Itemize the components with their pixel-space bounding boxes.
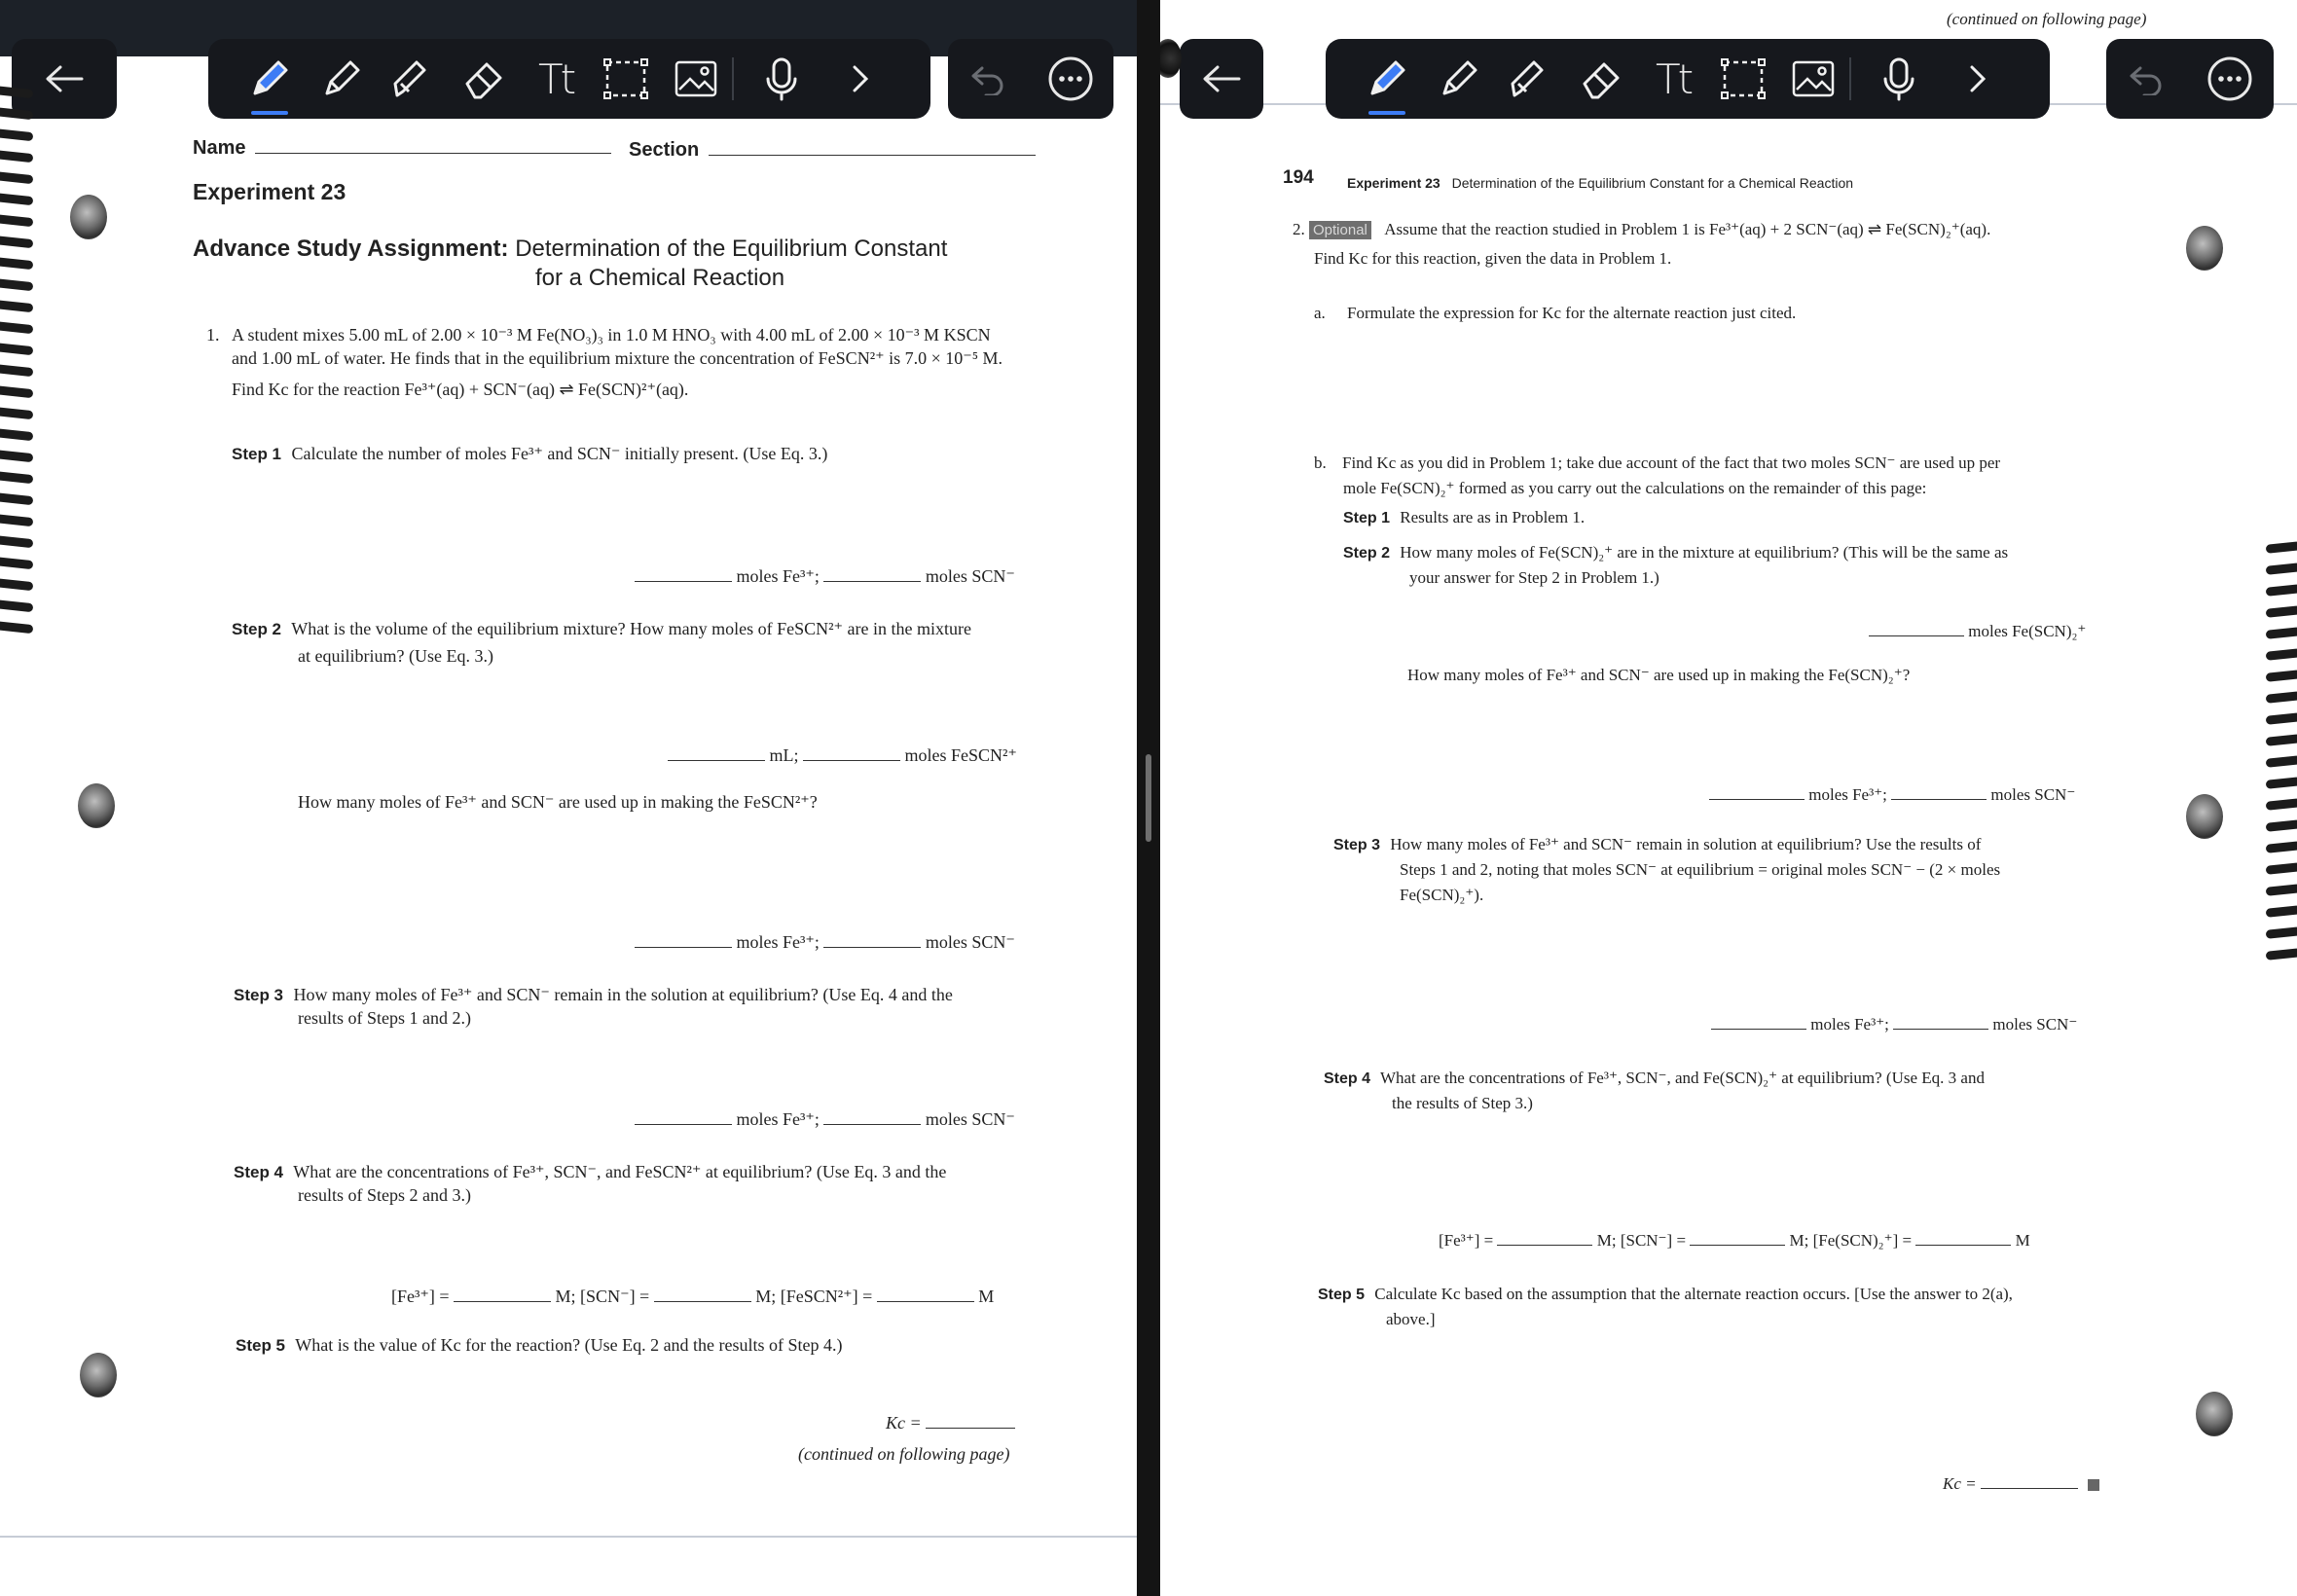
answer-blank[interactable]	[454, 1285, 551, 1302]
problem2-text-line1: Assume that the reaction studied in Problem 1 is Fe³⁺(aq) + 2 SCN⁻(aq) ⇌ Fe(SCN)₂⁺(aq).	[1384, 220, 1991, 238]
continued-note: (continued on following page)	[798, 1444, 1010, 1464]
unit-label: moles SCN⁻	[925, 932, 1015, 952]
answer-blank[interactable]	[877, 1285, 974, 1302]
unit-label: moles SCN⁻	[1992, 1015, 2078, 1034]
problem-number: 2.	[1293, 220, 1305, 238]
unit-label: moles FeSCN²⁺	[904, 745, 1017, 765]
step2-question: How many moles of Fe³⁺ and SCN⁻ are used up in making the Fe(SCN)₂⁺?	[1407, 666, 1911, 684]
step2-text: How many moles of Fe(SCN)₂⁺ are in the mixture at equilibrium? (This will be the same as	[1400, 543, 2009, 562]
unit-label: moles Fe³⁺;	[736, 1109, 820, 1129]
assignment-title-bold: Advance Study Assignment:	[193, 236, 509, 262]
step5-text: Calculate Kc based on the assumption that the alternate reaction occurs. [Use the answer to 2(a),	[1374, 1285, 2013, 1303]
section-field[interactable]	[709, 138, 1036, 156]
unit-label: mL;	[769, 745, 799, 765]
worksheet-left	[0, 0, 1137, 1596]
problem-number: 1.	[206, 325, 220, 345]
split-handle[interactable]	[1146, 754, 1151, 842]
step4-text-line2: the results of Step 3.)	[1392, 1094, 1533, 1112]
step1-label: Step 1	[232, 445, 282, 463]
step2-label: Step 2	[1343, 545, 1391, 562]
step1-label: Step 1	[1343, 510, 1391, 526]
unit-label: moles SCN⁻	[925, 1109, 1015, 1129]
assignment-title: Determination of the Equilibrium Constant	[515, 236, 948, 262]
answer-blank[interactable]	[1893, 1012, 1988, 1030]
split-view-divider[interactable]	[1137, 0, 1160, 1596]
unit-label: M	[2015, 1231, 2030, 1250]
step4-text-line2: results of Steps 2 and 3.)	[298, 1185, 471, 1205]
kc-answer-blank[interactable]	[926, 1411, 1015, 1429]
end-mark-icon	[2088, 1479, 2099, 1491]
unit-label: M; [SCN⁻] =	[1596, 1231, 1687, 1250]
step5-label: Step 5	[1318, 1287, 1366, 1303]
step3-text: How many moles of Fe³⁺ and SCN⁻ remain in the solution at equilibrium? (Use Eq. 4 and the	[293, 985, 953, 1004]
step4-label: Step 4	[1324, 1070, 1371, 1087]
assignment-title-line2: for a Chemical Reaction	[535, 265, 785, 291]
running-head-experiment: Experiment 23	[1347, 175, 1440, 191]
worksheet-right	[1160, 0, 2297, 1596]
answer-blank[interactable]	[654, 1285, 751, 1302]
part-b-label: b.	[1314, 453, 1327, 472]
name-label: Name	[193, 137, 246, 159]
top-continued-note: (continued on following page)	[1947, 10, 2147, 28]
answer-blank[interactable]	[823, 564, 921, 582]
answer-blank[interactable]	[668, 744, 765, 761]
step2-text-line2: your answer for Step 2 in Problem 1.)	[1409, 568, 1659, 587]
answer-blank[interactable]	[823, 930, 921, 948]
step5-label: Step 5	[236, 1336, 286, 1355]
answer-blank[interactable]	[1891, 782, 1987, 800]
step3-label: Step 3	[234, 986, 284, 1004]
step3-text-line3: Fe(SCN)₂⁺).	[1400, 886, 1484, 904]
part-a-label: a.	[1314, 304, 1326, 322]
text-tool-icon: Tt	[1655, 54, 1692, 103]
text-tool-icon: Tt	[537, 54, 574, 103]
optional-badge: Optional	[1309, 221, 1371, 239]
unit-label: M; [FeSCN²⁺] =	[755, 1287, 873, 1306]
right-document-pane[interactable]	[1160, 0, 2297, 1596]
unit-label: moles SCN⁻	[925, 566, 1015, 586]
page-number: 194	[1283, 167, 1314, 188]
unit-label: moles Fe³⁺;	[1810, 1015, 1889, 1034]
step2-question: How many moles of Fe³⁺ and SCN⁻ are used up in making the FeSCN²⁺?	[298, 792, 818, 812]
answer-blank[interactable]	[823, 1107, 921, 1125]
step3-text: How many moles of Fe³⁺ and SCN⁻ remain in solution at equilibrium? Use the results of	[1390, 835, 1982, 853]
step1-text: Results are as in Problem 1.	[1400, 508, 1586, 526]
kc-answer-blank[interactable]	[1981, 1471, 2078, 1489]
step2-text-line2: at equilibrium? (Use Eq. 3.)	[298, 646, 493, 666]
kc-label: Kc =	[886, 1413, 922, 1433]
answer-blank[interactable]	[803, 744, 900, 761]
answer-blank[interactable]	[1497, 1228, 1592, 1246]
answer-blank[interactable]	[635, 1107, 732, 1125]
step3-text-line2: results of Steps 1 and 2.)	[298, 1008, 471, 1028]
left-document-pane[interactable]	[0, 0, 1137, 1596]
step4-label: Step 4	[234, 1163, 284, 1181]
part-a-text: Formulate the expression for Kc for the alternate reaction just cited.	[1347, 304, 1797, 322]
problem2-text-line2: Find Kc for this reaction, given the data in Problem 1.	[1314, 249, 1672, 268]
name-field[interactable]	[255, 136, 611, 154]
unit-label: moles Fe³⁺;	[736, 566, 820, 586]
kc-label: Kc =	[1943, 1474, 1977, 1493]
unit-label: [Fe³⁺] =	[1439, 1231, 1494, 1250]
answer-blank[interactable]	[1915, 1228, 2011, 1246]
running-head-title: Determination of the Equilibrium Constant for a Chemical Reaction	[1451, 175, 1854, 191]
step4-text: What are the concentrations of Fe³⁺, SCN⁻, and Fe(SCN)₂⁺ at equilibrium? (Use Eq. 3 and	[1379, 1069, 1985, 1087]
unit-label: moles SCN⁻	[1990, 785, 2076, 804]
unit-label: M; [Fe(SCN)₂⁺] =	[1789, 1231, 1913, 1250]
step2-label: Step 2	[232, 620, 282, 638]
problem1-text-line3: Find Kc for the reaction Fe³⁺(aq) + SCN⁻(aq) ⇌ Fe(SCN)²⁺(aq).	[232, 380, 689, 399]
answer-blank[interactable]	[1711, 1012, 1806, 1030]
problem1-text-line1: A student mixes 5.00 mL of 2.00 × 10⁻³ M Fe(NO₃)₃ in 1.0 M HNO₃ with 4.00 mL of 2.00 × 10⁻³ M KSCN	[232, 325, 991, 345]
unit-label: moles Fe³⁺;	[1808, 785, 1887, 804]
part-b-text: Find Kc as you did in Problem 1; take due account of the fact that two moles SCN⁻ are used up per	[1342, 453, 2001, 472]
section-label: Section	[629, 139, 700, 161]
unit-label: moles Fe³⁺;	[736, 932, 820, 952]
step4-text: What are the concentrations of Fe³⁺, SCN⁻, and FeSCN²⁺ at equilibrium? (Use Eq. 3 and the	[293, 1162, 947, 1181]
part-b-text-line2: mole Fe(SCN)₂⁺ formed as you carry out the calculations on the remainder of this page:	[1343, 479, 1927, 497]
problem1-text-line2: and 1.00 mL of water. He finds that in the equilibrium mixture the concentration of FeSCN²⁺ is 7.0 × 10⁻⁵ M.	[232, 348, 1003, 368]
answer-blank[interactable]	[635, 564, 732, 582]
step5-text-line2: above.]	[1386, 1310, 1436, 1328]
answer-blank[interactable]	[1869, 619, 1964, 636]
unit-label: M	[978, 1287, 995, 1306]
answer-blank[interactable]	[1709, 782, 1805, 800]
unit-label: [Fe³⁺] =	[391, 1287, 450, 1306]
step3-text-line2: Steps 1 and 2, noting that moles SCN⁻ at equilibrium = original moles SCN⁻ − (2 × moles	[1400, 860, 2001, 879]
step3-label: Step 3	[1333, 837, 1381, 853]
answer-blank[interactable]	[1690, 1228, 1785, 1246]
step1-text: Calculate the number of moles Fe³⁺ and SCN⁻ initially present. (Use Eq. 3.)	[291, 444, 828, 463]
experiment-label: Experiment 23	[193, 179, 346, 204]
answer-blank[interactable]	[635, 930, 732, 948]
step5-text: What is the value of Kc for the reaction? (Use Eq. 2 and the results of Step 4.)	[295, 1335, 843, 1355]
unit-label: M; [SCN⁻] =	[555, 1287, 650, 1306]
step2-text: What is the volume of the equilibrium mixture? How many moles of FeSCN²⁺ are in the mixture	[291, 619, 971, 638]
unit-label: moles Fe(SCN)₂⁺	[1968, 622, 2087, 640]
